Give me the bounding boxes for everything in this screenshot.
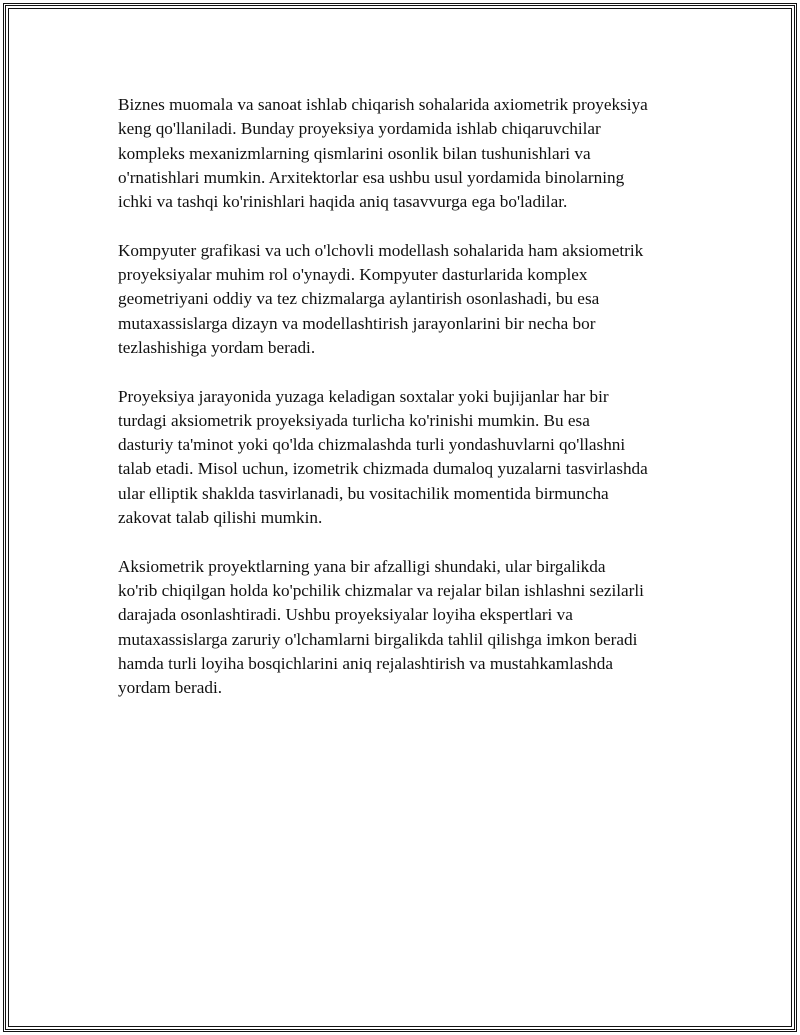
text-line: darajada osonlashtiradi. Ushbu proyeksiyalar loyiha ekspertlari va xyxy=(118,605,573,625)
text-line: ko'rib chiqilgan holda ko'pchilik chizmalar va rejalar bilan ishlashni sezilarli xyxy=(118,580,644,600)
text-line: Proyeksiya jarayonida yuzaga keladigan soxtalar yoki bujijanlar har bir xyxy=(118,386,609,406)
text-line: Kompyuter grafikasi va uch o'lchovli modellash sohalarida ham aksiometrik xyxy=(118,240,644,260)
text-line: hamda turli loyiha bosqichlarini aniq rejalashtirish va mustahkamlashda xyxy=(118,653,613,673)
text-line: dasturiy ta'minot yoki qo'lda chizmalashda turli yondashuvlarni qo'llashni xyxy=(118,435,626,455)
text-line: mutaxassislarga zaruriy o'lchamlarni birgalikda tahlil qilishga imkon beradi xyxy=(118,629,638,649)
text-line: keng qo'llaniladi. Bunday proyeksiya yordamida ishlab chiqaruvchilar xyxy=(118,119,601,139)
paragraph xyxy=(118,93,698,214)
document-body xyxy=(118,93,698,725)
paragraph xyxy=(118,385,698,531)
text-line: mutaxassislarga dizayn va modellashtirish jarayonlarini bir necha bor xyxy=(118,313,596,333)
text-line: turdagi aksiometrik proyeksiyada turlicha ko'rinishi mumkin. Bu esa xyxy=(118,410,590,430)
text-line: kompleks mexanizmlarning qismlarini osonlik bilan tushunishlari va xyxy=(118,143,591,163)
text-line: yordam beradi. xyxy=(118,678,223,698)
text-line: tezlashishiga yordam beradi. xyxy=(118,337,316,357)
text-line: proyeksiyalar muhim rol o'ynaydi. Kompyuter dasturlarida komplex xyxy=(118,265,588,285)
text-line: ular elliptik shaklda tasvirlanadi, bu vositachilik momentida birmuncha xyxy=(118,483,609,503)
text-line: zakovat talab qilishi mumkin. xyxy=(118,508,323,528)
text-line: talab etadi. Misol uchun, izometrik chizmada dumaloq yuzalarni tasvirlashda xyxy=(118,459,648,479)
text-line: o'rnatishlari mumkin. Arxitektorlar esa ushbu usul yordamida binolarning xyxy=(118,167,625,187)
paragraph xyxy=(118,555,698,701)
text-line: Aksiometrik proyektlarning yana bir afzalligi shundaki, ular birgalikda xyxy=(118,556,606,576)
text-line: geometriyani oddiy va tez chizmalarga aylantirish osonlashadi, bu esa xyxy=(118,289,600,309)
text-line: Biznes muomala va sanoat ishlab chiqarish sohalarida axiometrik proyeksiya xyxy=(118,95,648,114)
paragraph xyxy=(118,239,698,360)
text-line: ichki va tashqi ko'rinishlari haqida aniq tasavvurga ega bo'ladilar. xyxy=(118,192,568,212)
